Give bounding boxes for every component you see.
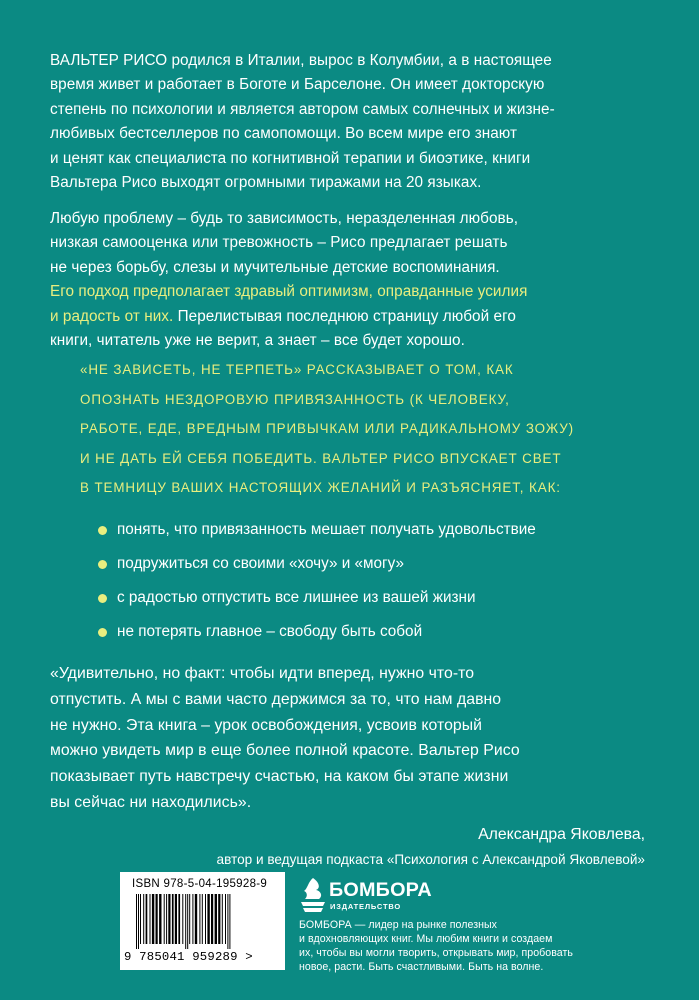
quote-author-role: автор и ведущая подкаста «Психология с Александрой Яковлевой» [216,852,645,867]
publisher-logo-subtitle: ИЗДАТЕЛЬСТВО [330,902,401,911]
publisher-logo-name: БОМБОРА [329,879,432,901]
barcode-bar [152,894,154,944]
bullet-dot-icon [98,594,107,603]
about-line: «НЕ ЗАВИСЕТЬ, НЕ ТЕРПЕТЬ» РАССКАЗЫВАЕТ О ТОМ, КАК [80,362,514,377]
bullet-dot-icon [98,526,107,535]
list-item [98,615,658,649]
about-line: В ТЕМНИЦУ ВАШИХ НАСТОЯЩИХ ЖЕЛАНИЙ И РАЗЪЯСНЯЕТ, КАК: [80,480,561,495]
barcode-bar [187,894,188,949]
isbn-label: ISBN 978-5-04-195928-9 [132,878,268,890]
quote-line: показывает путь навстречу счастью, на каком бы этапе жизни [50,768,509,786]
barcode-bar [218,894,220,944]
barcode-bar [136,894,137,949]
quote-line: не нужно. Эта книга – урок освобождения, усвоив который [50,716,483,734]
testimonial-quote [50,661,670,816]
approach-paragraph [50,207,670,353]
list-item-text: не потерять главное – свободу быть собой [117,623,423,640]
bio-line: время живет и работает в Боготе и Барселоне. Он имеет докторскую [50,76,545,94]
barcode-bar [225,894,226,944]
barcode-bar [166,894,167,944]
benefits-list [98,513,658,649]
bullet-dot-icon [98,560,107,569]
quote-line: отпустить. А мы с вами часто держимся за то, что нам давно [50,690,502,708]
about-line: РАБОТЕ, ЕДЕ, ВРЕДНЫМ ПРИВЫЧКАМ ИЛИ РАДИКАЛЬНОМУ ЗОЖУ) [80,421,575,436]
barcode-bar [192,894,193,944]
barcode-bar [164,894,165,944]
about-line: ОПОЗНАТЬ НЕЗДОРОВУЮ ПРИВЯЗАННОСТЬ (К ЧЕЛОВЕКУ, [80,391,510,407]
list-item [98,547,658,581]
barcode-bar [168,894,170,944]
approach-highlight-line: Его подход предполагает здравый оптимизм, оправданные усилия [50,283,528,301]
barcode-bar [146,894,148,944]
barcode-bar [156,894,158,944]
barcode-bar [178,894,180,944]
book-about [80,355,680,503]
approach-line: низкая самооценка или тревожность – Рисо предлагает решать [50,234,508,252]
publisher-line: и вдохновляющих книг. Мы любим книги и создаем [299,932,553,945]
publisher-logo [299,876,439,916]
approach-line: книги, читатель уже не верит, а знает – все будет хорошо. [50,332,465,350]
list-item-text: подружиться со своими «хочу» и «могу» [117,555,404,572]
isbn-barcode [120,872,285,970]
approach-line [50,305,670,329]
list-item [98,513,658,547]
barcode-icon [134,894,274,949]
barcode-bar [172,894,174,944]
bio-line: ВАЛЬТЕР РИСО родился в Италии, вырос в Колумбии, а в настоящее [50,52,552,69]
wave-logo-icon [299,876,327,916]
about-line: И НЕ ДАТЬ ЕЙ СЕБЯ ПОБЕДИТЬ. ВАЛЬТЕР РИСО ВПУСКАЕТ СВЕТ [80,450,562,466]
barcode-bar [211,894,213,944]
barcode-bar [222,894,223,944]
barcode-bar [175,894,177,944]
approach-line: Любую проблему – будь то зависимость, неразделенная любовь, [50,210,519,227]
barcode-bar [182,894,183,944]
approach-highlight-fragment: и радость от них. [50,307,174,325]
list-item [98,581,658,615]
bullet-dot-icon [98,628,107,637]
bio-line: любивых бестселлеров по самопомощи. Во всем мире его знают [50,125,518,143]
barcode-bar [205,894,206,944]
quote-line: вы сейчас ни находились». [50,793,252,811]
author-bio [50,49,670,195]
barcode-bar [195,894,197,944]
list-item-text: понять, что привязанность мешает получать удовольствие [117,521,536,538]
bio-line: Вальтера Рисо выходят огромными тиражами на 20 языках. [50,174,482,192]
list-item-text: с радостью отпустить все лишнее из вашей жизни [117,589,476,606]
barcode-bar [189,894,190,944]
quote-author-name: Александра Яковлева, [478,826,645,843]
barcode-bar [150,894,151,944]
barcode-bar [199,894,200,944]
bio-line: и ценят как специалиста по когнитивной терапии и биоэтике, книги [50,149,531,167]
barcode-bar [185,894,186,949]
approach-line: не через борьбу, слезы и мучительные детские воспоминания. [50,258,500,276]
publisher-line: их, чтобы вы могли творить, открывать мир, пробовать [299,946,573,959]
publisher-description [299,919,589,975]
barcode-bar [229,894,230,949]
bio-line: степень по психологии и является автором самых солнечных и жизне- [50,100,555,118]
barcode-bar [207,894,209,944]
barcode-bar [143,894,144,944]
publisher-line: новое, расти. Быть счастливыми. Быть на волне. [299,960,544,973]
quote-line: «Удивительно, но факт: чтобы идти вперед, нужно что-то [50,665,475,682]
publisher-line: БОМБОРА — лидер на рынке полезных [299,919,498,931]
barcode-bar [202,894,203,944]
barcode-bar [159,894,161,944]
barcode-bar [227,894,228,949]
barcode-bar [140,894,141,944]
barcode-digits: 9 785041 959289 > [124,950,253,964]
approach-line-rest: Перелистывая последнюю страницу любой его [173,307,516,325]
quote-line: можно увидеть мир в еще более полной красоте. Вальтер Рисо [50,742,520,760]
barcode-bar [215,894,217,944]
barcode-bar [138,894,139,949]
